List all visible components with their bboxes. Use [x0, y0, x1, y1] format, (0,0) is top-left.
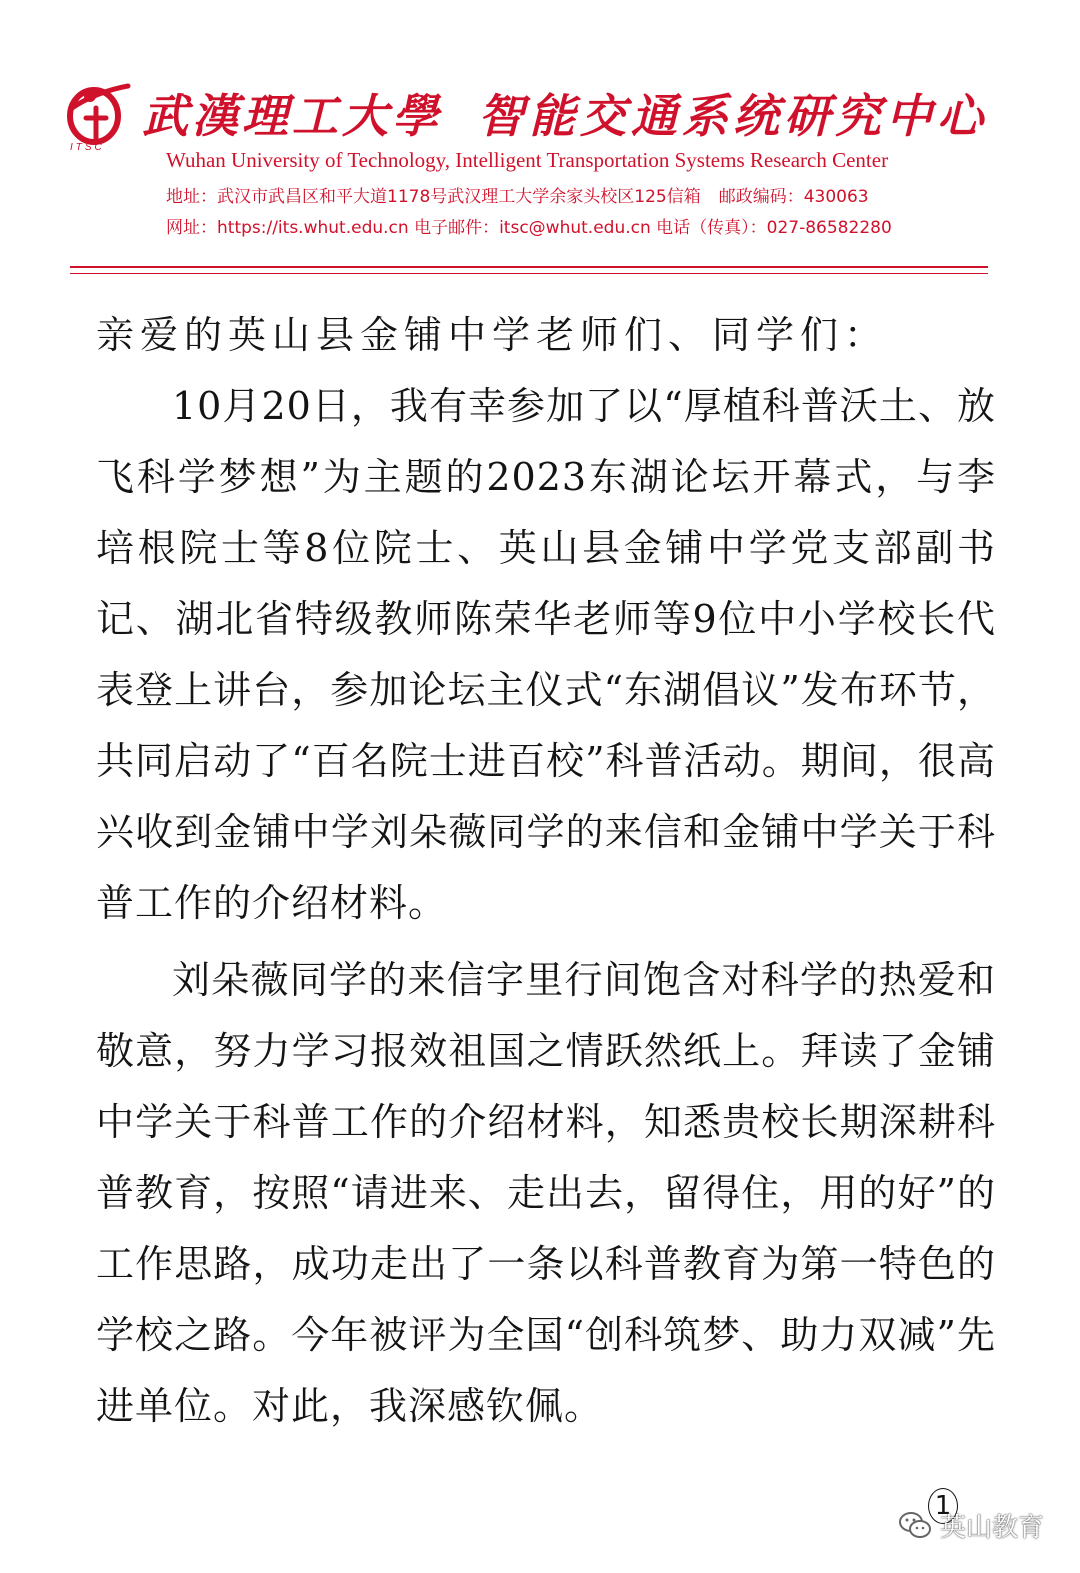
university-name: 武漢理工大學 — [142, 89, 442, 143]
english-name: Wuhan University of Technology, Intelligent Transportation Systems Research Center — [166, 148, 889, 172]
page-number: 1 — [928, 1488, 958, 1524]
watermark-text: 英山教育 — [940, 1512, 1045, 1543]
logo-caption: ITSC — [70, 142, 105, 153]
salutation: 亲爱的英山县金铺中学老师们、同学们： — [96, 313, 889, 357]
watermark — [898, 1505, 1044, 1545]
website: 网址：https://its.whut.edu.cn — [166, 218, 409, 238]
email: 电子邮件：itsc@whut.edu.cn — [414, 218, 651, 238]
research-center-name: 智能交通系统研究中心 — [478, 89, 988, 143]
header-divider-thick — [70, 266, 988, 268]
wechat-icon — [898, 1510, 932, 1540]
letterhead — [0, 0, 1080, 280]
address: 地址：武汉市武昌区和平大道1178号武汉理工大学余家头校区125信箱 — [166, 187, 701, 207]
paragraph-2: 刘朵薇同学的来信字里行间饱含对科学的热爱和敬意，努力学习报效祖国之情跃然纸上。拜读了金铺中学关于科普工作的介绍材料，知悉贵校长期深耕科普教育，按照“请进来、走出去，留得住，用的好”的工作思路，成功走出了一条以科普教育为第一特色的学校之路。今年被评为全国“创科筑梦、助力双减”先进单位。对此，我深感钦佩。 — [96, 958, 996, 1428]
letter-body — [96, 300, 996, 1442]
contact-line — [166, 213, 892, 238]
postcode: 邮政编码：430063 — [718, 187, 869, 207]
address-line — [166, 182, 869, 207]
paragraph-1: 10月20日，我有幸参加了以“厚植科普沃土、放飞科学梦想”为主题的2023东湖论坛开幕式，与李培根院士等8位院士、英山县金铺中学党支部副书记、湖北省特级教师陈荣华老师等9位中小学校长代表登上讲台，参加论坛主仪式“东湖倡议”发布环节，共同启动了“百名院士进百校”科普活动。期间，很高兴收到金铺中学刘朵薇同学的来信和金铺中学关于科普工作的介绍材料。 — [96, 384, 996, 925]
header-divider-thin — [70, 273, 988, 274]
university-logo-icon — [62, 78, 134, 152]
phone: 电话（传真）：027-86582280 — [656, 218, 892, 238]
